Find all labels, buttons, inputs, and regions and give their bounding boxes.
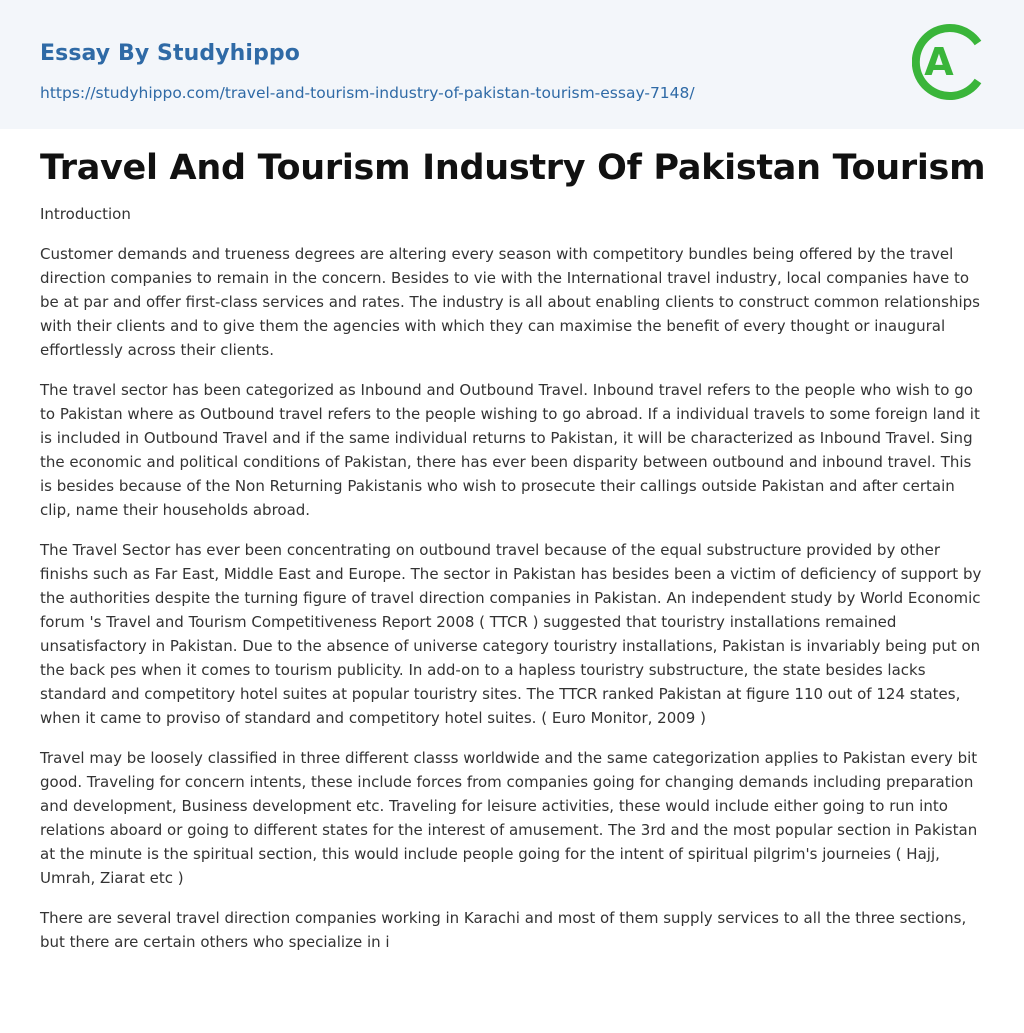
essay-paragraph: Travel may be loosely classified in three different classs worldwide and the same categorization applies to Pakistan every bit good. Traveling for concern intents, these include forces from companies going for changing demands including preparation and development, Business development etc. Traveling for leisure activities, these would include either going to run into relations aboard or going to different states for the interest of amusement. The 3rd and the most popular section in Pakistan at the minute is the spiritual section, this would include people going for the intent of spiritual pilgrim's journeies ( Hajj, Umrah, Ziarat etc ) [40,749,978,887]
essay-paragraph: The travel sector has been categorized as Inbound and Outbound Travel. Inbound travel refers to the people who wish to go to Pakistan where as Outbound travel refers to the people wishing to go abroad. If a individual travels to some foreign land it is included in Outbound Travel and if the same individual returns to Pakistan, it will be characterized as Inbound Travel. Sing the economic and political conditions of Pakistan, there has ever been disparity between outbound and inbound travel. This is besides because of the Non Returning Pakistanis who wish to prosecute their callings outside Pakistan and after certain clip, name their households abroad. [40,381,980,519]
section-label-introduction: Introduction [40,205,131,223]
essay-paragraph: Customer demands and trueness degrees are altering every season with competitory bundles being offered by the travel direction companies to remain in the concern. Besides to vie with the International travel industry, local companies have to be at par and offer first-class services and rates. The industry is all about enabling clients to construct common relationships with their clients and to give them the agencies with which they can maximise the benefit of every thought or inaugural effortlessly across their clients. [40,245,980,359]
essay-url-link[interactable]: https://studyhippo.com/travel-and-tourism-industry-of-pakistan-tourism-essay-7148/ [40,84,695,102]
site-brand-link[interactable]: Essay By Studyhippo [40,41,300,66]
essay-paragraph: The Travel Sector has ever been concentrating on outbound travel because of the equal substructure provided by other finishs such as Far East, Middle East and Europe. The sector in Pakistan has besides been a victim of deficiency of support by the authorities despite the turning figure of travel direction companies in Pakistan. An independent study by World Economic forum 's Travel and Tourism Competitiveness Report 2008 ( TTCR ) suggested that touristry installations remained unsatisfactory in Pakistan. Due to the absence of universe category touristry installations, Pakistan is invariably being put on the back pes when it comes to tourism publicity. In add-on to a hapless touristry substructure, the state besides lacks standard and competitory hotel suites at popular touristry sites. The TTCR ranked Pakistan at figure 110 out of 124 states, when it came to proviso of standard and competitory hotel suites. ( Euro Monitor, 2009 ) [40,541,982,727]
grade-a-logo-icon [912,19,986,105]
logo-letter: A [924,40,954,84]
essay-content [40,146,984,954]
essay-title: Travel And Tourism Industry Of Pakistan Tourism [40,148,986,188]
site-header [0,0,1024,129]
essay-paragraph: There are several travel direction companies working in Karachi and most of them supply services to all the three sections, but there are certain others who specialize in i [40,909,967,951]
